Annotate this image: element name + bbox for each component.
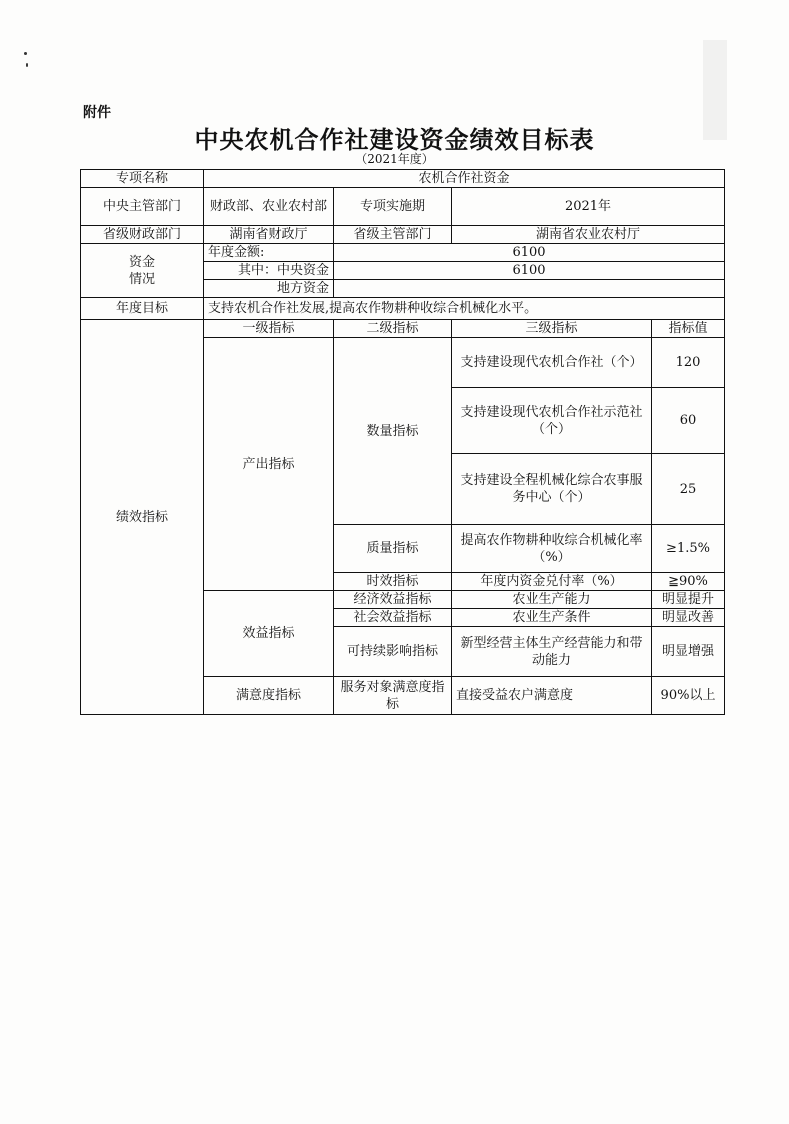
- indicator-name: 年度内资金兑付率（%）: [452, 573, 652, 591]
- sustain-label: 可持续影响指标: [334, 627, 452, 677]
- period-value: 2021年: [452, 188, 725, 226]
- annual-amount-label: 年度金额:: [204, 244, 334, 262]
- indicator-value: 明显增强: [652, 627, 725, 677]
- project-name-label: 专项名称: [81, 170, 204, 188]
- perf-label: 绩效指标: [81, 320, 204, 715]
- header-level1: 一级指标: [204, 320, 334, 338]
- indicator-name: 农业生产能力: [452, 591, 652, 609]
- quality-label: 质量指标: [334, 525, 452, 573]
- funds-label: [81, 244, 204, 298]
- header-level2: 二级指标: [334, 320, 452, 338]
- satisfaction-label: 满意度指标: [204, 677, 334, 715]
- indicator-value: ≥1.5%: [652, 525, 725, 573]
- performance-target-table: [80, 169, 725, 715]
- project-name-value: 农机合作社资金: [204, 170, 725, 188]
- economic-label: 经济效益指标: [334, 591, 452, 609]
- central-funds-value: 6100: [334, 262, 725, 280]
- output-label: 产出指标: [204, 338, 334, 591]
- period-label: 专项实施期: [334, 188, 452, 226]
- indicator-name: 支持建设现代农机合作社（个）: [452, 338, 652, 388]
- indicator-value: 120: [652, 338, 725, 388]
- quantity-label: 数量指标: [334, 338, 452, 525]
- indicator-value: 明显提升: [652, 591, 725, 609]
- indicator-name: 提高农作物耕种收综合机械化率（%）: [452, 525, 652, 573]
- central-dept-value: 财政部、农业农村部: [204, 188, 334, 226]
- social-label: 社会效益指标: [334, 609, 452, 627]
- indicator-name: 支持建设现代农机合作社示范社（个）: [452, 388, 652, 454]
- funds-label-line2: 情况: [128, 271, 155, 287]
- prov-dept-value: 湖南省农业农村厅: [452, 226, 725, 244]
- header-value: 指标值: [652, 320, 725, 338]
- service-sat-label: 服务对象满意度指标: [334, 677, 452, 715]
- benefit-label: 效益指标: [204, 591, 334, 677]
- page-subtitle: （2021年度）: [355, 152, 434, 166]
- indicator-value: 90%以上: [652, 677, 725, 715]
- prov-finance-value: 湖南省财政厅: [204, 226, 334, 244]
- prov-finance-label: 省级财政部门: [81, 226, 204, 244]
- indicator-name: 农业生产条件: [452, 609, 652, 627]
- annual-goal-value: 支持农机合作社发展,提高农作物耕种收综合机械化水平。: [204, 298, 725, 320]
- prov-dept-label: 省级主管部门: [334, 226, 452, 244]
- local-funds-label: 地方资金: [204, 280, 334, 298]
- annual-goal-label: 年度目标: [81, 298, 204, 320]
- indicator-value: 60: [652, 388, 725, 454]
- header-level3: 三级指标: [452, 320, 652, 338]
- local-funds-value: [334, 280, 725, 298]
- attachment-label: 附件: [83, 105, 111, 121]
- indicator-name: 直接受益农户满意度: [452, 677, 652, 715]
- scan-speck: [24, 52, 27, 55]
- central-funds-label: 其中：中央资金: [204, 262, 334, 280]
- funds-label-line1: 资金: [128, 254, 155, 270]
- timeliness-label: 时效指标: [334, 573, 452, 591]
- page-title: 中央农机合作社建设资金绩效目标表: [194, 126, 595, 154]
- indicator-value: ≧90%: [652, 573, 725, 591]
- indicator-value: 明显改善: [652, 609, 725, 627]
- indicator-name: 支持建设全程机械化综合农事服务中心（个）: [452, 454, 652, 525]
- central-dept-label: 中央主管部门: [81, 188, 204, 226]
- annual-amount-value: 6100: [334, 244, 725, 262]
- scan-speck: [26, 63, 28, 67]
- indicator-value: 25: [652, 454, 725, 525]
- indicator-name: 新型经营主体生产经营能力和带动能力: [452, 627, 652, 677]
